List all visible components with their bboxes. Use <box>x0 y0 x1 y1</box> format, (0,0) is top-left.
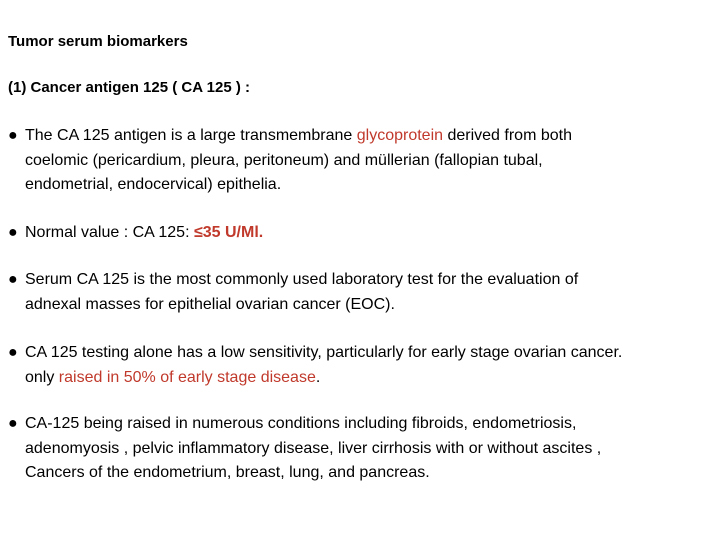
bullet-dot-icon: ● <box>8 271 18 288</box>
bullet-line: endometrial, endocervical) epithelia. <box>25 176 282 193</box>
bullet-text: CA 125 testing alone has a low sensitivity, particularly for early stage ovarian cancer. <box>25 344 623 361</box>
bullet-dot-icon: ● <box>8 415 18 432</box>
bullet-line <box>8 221 713 246</box>
bullet-item-5 <box>8 412 713 486</box>
highlight-text: raised in 50% of early stage disease <box>58 368 316 386</box>
bullet-line <box>8 268 713 293</box>
bullet-line: adenomyosis , pelvic inflammatory disease, liver cirrhosis with or without ascites , <box>25 439 602 457</box>
bullet-text: The CA 125 antigen is a large transmembrane <box>25 127 357 144</box>
section-heading: (1) Cancer antigen 125 ( CA 125 ) : <box>8 79 251 96</box>
bullet-line <box>8 124 713 149</box>
bullet-item-4 <box>8 341 713 390</box>
bullet-line: adnexal masses for epithelial ovarian cancer (EOC). <box>25 295 395 313</box>
bullet-text: Normal value : CA 125: <box>25 224 194 241</box>
bullet-line: coelomic (pericardium, pleura, peritoneum) and müllerian (fallopian tubal, <box>25 151 543 169</box>
bullet-dot-icon: ● <box>8 127 18 144</box>
bullet-dot-icon: ● <box>8 344 18 361</box>
highlight-text: glycoprotein <box>356 127 444 144</box>
normal-value-highlight: ≤35 U/Ml. <box>193 224 264 241</box>
bullet-text: only <box>25 368 59 386</box>
bullet-text: . <box>315 368 321 386</box>
bullet-dot-icon: ● <box>8 224 18 241</box>
bullet-line <box>8 341 713 366</box>
bullet-line <box>8 366 713 391</box>
bullet-line <box>8 412 713 437</box>
bullet-text: CA-125 being raised in numerous conditions including fibroids, endometriosis, <box>25 415 577 432</box>
bullet-item-1 <box>8 124 713 198</box>
bullet-text: derived from both <box>443 127 572 144</box>
bullet-item-3 <box>8 268 713 317</box>
bullet-item-2 <box>8 221 713 246</box>
page-title: Tumor serum biomarkers <box>8 33 188 50</box>
bullet-text: Serum CA 125 is the most commonly used laboratory test for the evaluation of <box>25 271 579 288</box>
bullet-line: Cancers of the endometrium, breast, lung, and pancreas. <box>25 464 430 481</box>
